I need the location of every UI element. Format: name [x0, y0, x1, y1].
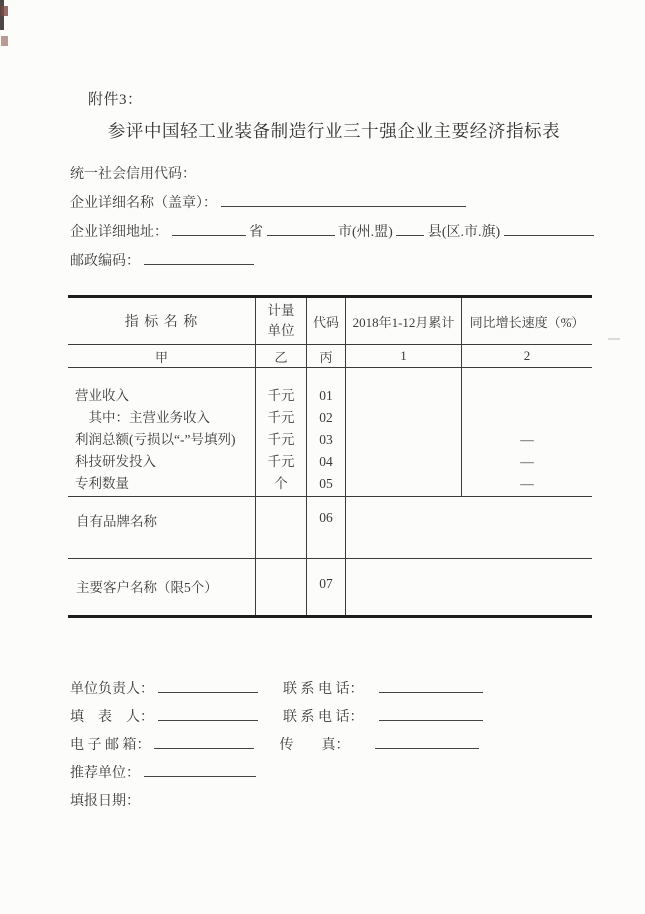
key-cell-2: 2 [523, 348, 531, 363]
address-blank-city [267, 220, 335, 236]
unit-value: 千元 [267, 388, 295, 403]
address-blank-rest [504, 220, 594, 236]
scan-artifact [608, 338, 620, 340]
credit-code-label: 统一社会信用代码： [70, 167, 196, 182]
key-cell-bing: 丙 [307, 345, 346, 367]
indicator-name: 专利数量 [75, 476, 129, 491]
indicator-table [68, 295, 592, 618]
fill-date-row [70, 788, 530, 816]
address-row [70, 218, 600, 247]
unit-value: 千元 [267, 410, 295, 425]
address-province-label: 省 [249, 225, 263, 240]
unit-value: 个 [274, 476, 288, 491]
table-key-row [68, 345, 592, 368]
cumulative-value [346, 473, 461, 495]
fax-blank [375, 733, 479, 749]
indicator-name-column [68, 368, 256, 497]
responsible-person-row [70, 676, 530, 704]
footer-fields [70, 676, 530, 816]
address-blank-county [396, 220, 424, 236]
cumulative-value [346, 451, 461, 473]
growth-value [462, 385, 592, 407]
form-filler-blank [158, 705, 258, 721]
customers-row-value [346, 559, 592, 615]
unit-value: 千元 [267, 432, 295, 447]
contact-phone-blank [379, 677, 483, 693]
brand-row-code: 06 [307, 497, 346, 558]
col-header-growth: 同比增长速度（%） [469, 314, 585, 330]
responsible-person-blank [158, 677, 258, 693]
cumulative-column [346, 368, 462, 497]
customers-row [68, 559, 592, 618]
postcode-row [70, 247, 600, 276]
cumulative-value [346, 407, 461, 429]
contact-phone-label: 联 系 电 话： [283, 682, 364, 697]
key-cell-1: 1 [346, 345, 462, 367]
code-column [307, 368, 346, 497]
code-value: 03 [319, 432, 333, 447]
growth-value: — [520, 432, 534, 447]
growth-value [462, 407, 592, 429]
customers-row-code: 07 [307, 559, 346, 615]
code-value: 02 [319, 410, 333, 425]
growth-value: — [520, 454, 534, 469]
indicator-name: 营业收入 [75, 388, 129, 403]
scan-artifact [1, 6, 8, 16]
address-city-label: 市(州.盟) [338, 225, 393, 240]
cumulative-value [346, 385, 461, 407]
unit-value: 千元 [267, 454, 295, 469]
fill-date-label: 填报日期： [70, 794, 140, 809]
form-filler-label: 填 表 人： [70, 710, 154, 725]
table-header-row [68, 295, 592, 345]
postcode-label: 邮政编码： [70, 254, 140, 269]
postcode-blank [144, 249, 254, 265]
contact-phone2-blank [379, 705, 483, 721]
indicator-name: 其中：主营业务收入 [75, 410, 210, 425]
company-name-row [70, 189, 600, 218]
scan-artifact [1, 36, 8, 46]
col-header-code: 代码 [307, 298, 346, 344]
col-header-unit: 计量单位 [267, 303, 295, 338]
growth-column [462, 368, 592, 497]
col-header-cumulative: 2018年1-12月累计 [346, 298, 462, 344]
email-blank [154, 733, 254, 749]
address-county-label: 县(区.市.旗) [427, 225, 501, 240]
code-value: 04 [319, 454, 333, 469]
cumulative-value [346, 429, 461, 451]
brand-row-label: 自有品牌名称 [68, 497, 256, 558]
company-name-blank [221, 191, 466, 207]
form-title: 参评中国轻工业装备制造行业三十强企业主要经济指标表 [107, 121, 561, 141]
attachment-label: 附件3： [88, 92, 143, 108]
key-cell-yi: 乙 [256, 345, 307, 367]
brand-row [68, 497, 592, 559]
growth-value: — [520, 476, 534, 491]
brand-row-unit [256, 497, 307, 558]
recommending-unit-label: 推荐单位： [70, 766, 140, 781]
header-fields [70, 160, 600, 276]
col-header-indicator-name: 指 标 名 称 [68, 298, 256, 344]
indicator-name: 利润总额(亏损以“-”号填列) [75, 432, 236, 447]
contact-phone2-label: 联 系 电 话： [283, 710, 364, 725]
customers-row-unit [256, 559, 307, 615]
recommending-unit-blank [144, 761, 256, 777]
fax-label: 传 真： [279, 738, 350, 753]
address-blank-province [172, 220, 246, 236]
email-row [70, 732, 530, 760]
table-indicator-block [68, 368, 592, 497]
credit-code-row [70, 160, 600, 189]
unit-column [256, 368, 307, 497]
address-label: 企业详细地址： [70, 225, 168, 240]
responsible-person-label: 单位负责人： [70, 682, 154, 697]
key-cell-jia: 甲 [68, 345, 256, 367]
recommending-unit-row [70, 760, 530, 788]
brand-row-value [346, 497, 592, 558]
code-value: 01 [319, 388, 333, 403]
email-label: 电 子 邮 箱： [70, 738, 151, 753]
company-name-label: 企业详细名称（盖章）： [70, 196, 217, 211]
customers-row-label: 主要客户名称（限5个） [68, 559, 256, 615]
form-filler-row [70, 704, 530, 732]
code-value: 05 [319, 476, 333, 491]
indicator-name: 科技研发投入 [75, 454, 156, 469]
